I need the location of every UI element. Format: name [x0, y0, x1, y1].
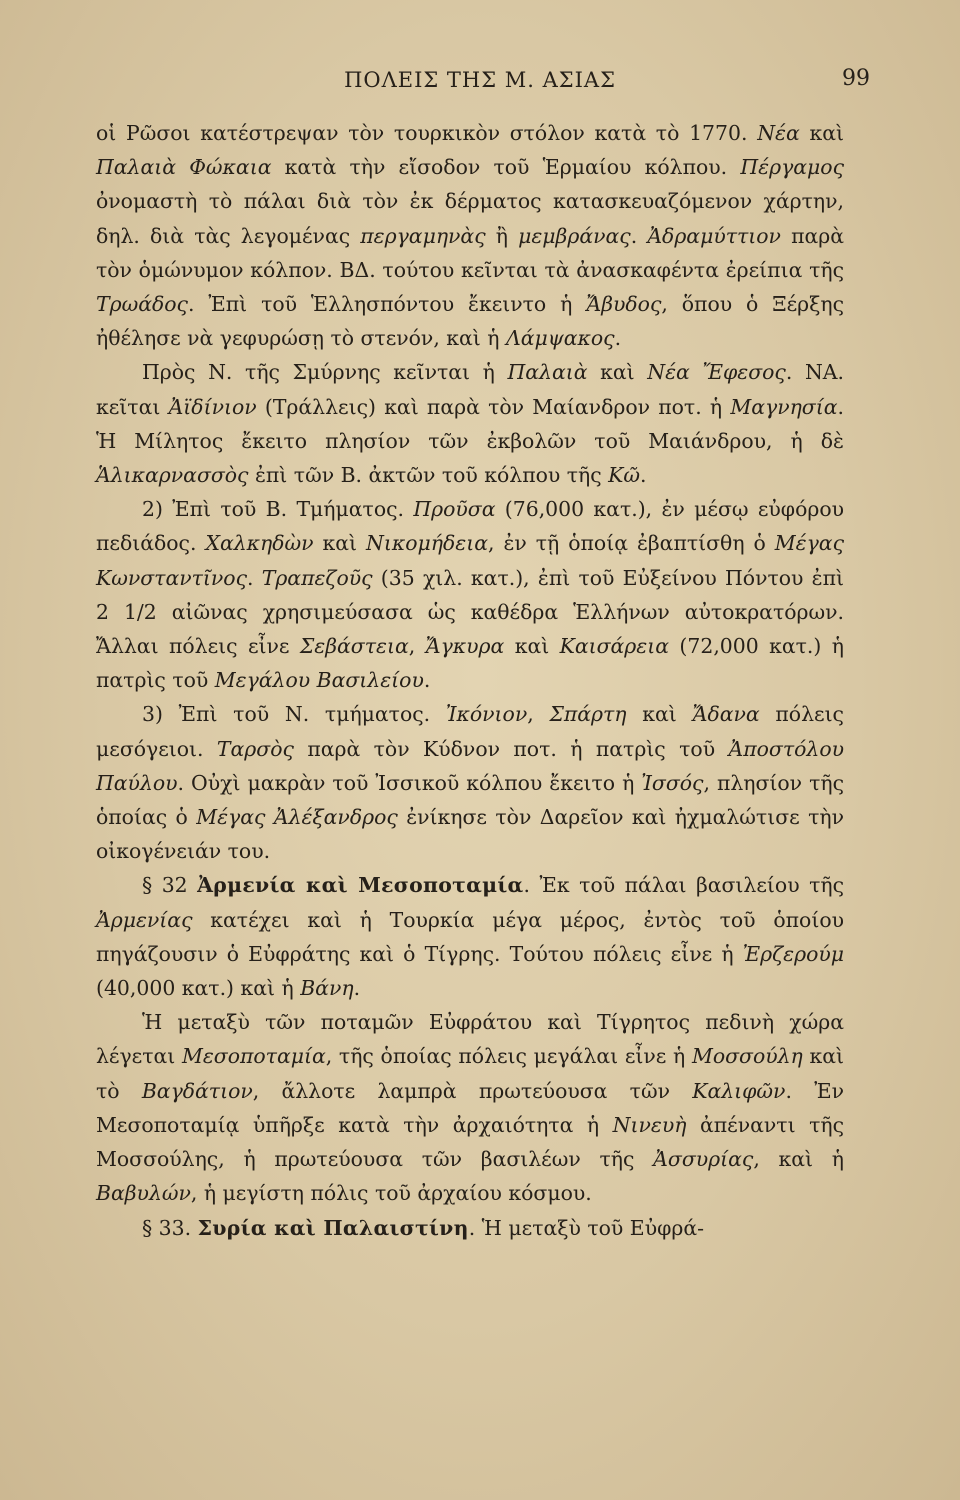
- italic-term: Ἀρμενίας: [96, 907, 193, 932]
- text-run: ἀπέναντι τῆς Μοσσούλης, ἡ πρωτεύουσα τῶν βασιλέων τῆς: [96, 1112, 844, 1172]
- text-run: (72,000 κατ.) ἡ πατρὶς τοῦ: [96, 634, 844, 693]
- text-run: . ΝΑ. κεῖται: [96, 360, 844, 419]
- text-run: (40,000 κατ.) καὶ ἡ: [96, 976, 301, 1001]
- italic-term: Τραπεζοῦς: [261, 565, 373, 590]
- italic-term: Μεγάλου Βασιλείου: [214, 668, 424, 693]
- text-run: , ἐν τῇ ὁποίᾳ ἐβαπτίσθη ὁ: [487, 531, 775, 556]
- paragraph: [96, 868, 844, 1005]
- italic-term: Νέα Ἔφεσος: [647, 360, 786, 385]
- text-run: , ὅπου ὁ Ξέρξης ἠθέλησε νὰ γεφυρώσῃ τὸ στενόν, καὶ ἡ: [96, 292, 844, 351]
- text-run: 3) Ἐπὶ τοῦ Ν. τμήματος.: [142, 702, 446, 727]
- text-run: παρὰ τὸν ὁμώνυμον κόλπον. ΒΔ. τούτου κεῖνται τὰ ἀνασκαφέντα ἐρείπια τῆς: [96, 223, 845, 282]
- italic-term: Ἐρζερούμ: [742, 941, 844, 966]
- text-run: (35 χιλ. κατ.), ἐπὶ τοῦ Εὐξείνου Πόντου ἐπὶ 2 1/2 αἰῶνας χρησιμεύσασα ὡς καθέδρα Ἑλλήνων αὐτοκρατόρων. Ἄλλαι πόλεις εἶνε: [96, 565, 844, 659]
- italic-term: Ταρσὸς: [216, 736, 294, 761]
- italic-term: Ἰσσός: [641, 770, 704, 795]
- text-run: .: [614, 326, 622, 351]
- text-run: ἢ: [485, 223, 519, 248]
- italic-term: Μέγας Κωνσταντῖνος: [96, 531, 844, 590]
- italic-term: Κῶ: [608, 463, 641, 488]
- italic-term: Τρωάδος: [96, 292, 188, 317]
- running-title: ΠΟΛΕΙΣ ΤΗΣ Μ. ΑΣΙΑΣ: [344, 68, 616, 92]
- italic-term: Μοσσούλη: [691, 1044, 803, 1069]
- italic-term: Νέα: [757, 121, 800, 145]
- paragraph: [96, 355, 844, 492]
- text-run: Ἡ μεταξὺ τῶν ποταμῶν Εὐφράτου καὶ Τίγρητος πεδινὴ χώρα λέγεται: [96, 1010, 844, 1069]
- text-run: ,: [408, 634, 426, 659]
- text-run: καὶ: [799, 121, 844, 145]
- italic-term: Νινευὴ: [612, 1112, 687, 1137]
- section-heading: Ἀρμενία καὶ Μεσοποταμία: [197, 873, 524, 898]
- text-run: § 32: [142, 873, 198, 898]
- italic-term: Ἁλικαρνασσὸς: [96, 463, 249, 488]
- text-run: . Ἡ Μίλητος ἔκειτο πλησίον τῶν ἐκβολῶν τοῦ Μαιάνδρου, ἡ δὲ: [96, 394, 844, 453]
- text-run: ἐπὶ τῶν Β. ἀκτῶν τοῦ κόλπου τῆς: [248, 463, 609, 488]
- italic-term: Ἄδανα: [692, 702, 760, 727]
- italic-term: Χαλκηδὼν: [205, 531, 314, 556]
- body-text: [96, 116, 844, 1245]
- page-header: [90, 62, 870, 102]
- italic-term: Μεσοποταμία: [181, 1044, 326, 1069]
- text-run: κατέχει καὶ ἡ Τουρκία μέγα μέρος, ἐντὸς τοῦ ὁποίου πηγάζουσιν ὁ Εὐφράτης καὶ ὁ Τίγρης. Τούτου πόλεις εἶνε ἡ: [96, 907, 844, 966]
- text-run: . Ἡ μεταξὺ τοῦ Εὐφρά-: [468, 1215, 705, 1240]
- italic-term: Ἄγκυρα: [425, 634, 505, 659]
- text-run: ,: [527, 702, 550, 727]
- italic-term: Μαγνησία: [730, 394, 838, 419]
- italic-term: Βαγδάτιον: [141, 1078, 253, 1103]
- text-run: καὶ: [313, 531, 367, 556]
- text-run: . Ἐπὶ τοῦ Ἑλλησπόντου ἔκειντο ἡ: [187, 292, 587, 317]
- text-run: καὶ: [504, 634, 560, 659]
- text-run: .: [247, 565, 262, 590]
- text-run: 2) Ἐπὶ τοῦ Β. Τμήματος.: [142, 497, 414, 522]
- text-run: ἐνίκησε τὸν Δαρεῖον καὶ ἠχμαλώτισε τὴν οἰκογένειάν του.: [96, 805, 844, 864]
- text-run: . Οὐχὶ μακρὰν τοῦ Ἰσσικοῦ κόλπου ἔκειτο ἡ: [177, 770, 642, 795]
- paragraph: [96, 492, 844, 697]
- italic-term: Καισάρεια: [559, 634, 670, 659]
- text-run: § 33.: [142, 1215, 198, 1240]
- italic-term: Βάνη: [300, 976, 354, 1001]
- text-run: Πρὸς Ν. τῆς Σμύρνης κεῖνται ἡ: [142, 360, 508, 385]
- text-run: , τῆς ὁποίας πόλεις μεγάλαι εἶνε ἡ: [325, 1044, 692, 1069]
- italic-term: Νικομήδεια: [366, 531, 488, 556]
- text-run: , ἄλλοτε λαμπρὰ πρωτεύουσα τῶν: [252, 1078, 693, 1103]
- text-run: παρὰ τὸν Κύδνον ποτ. ἡ πατρὶς τοῦ: [293, 736, 729, 761]
- italic-term: περγαμηνὰς: [360, 223, 486, 248]
- text-run: . Ἐκ τοῦ πάλαι βασιλείου τῆς: [523, 873, 844, 898]
- italic-term: Καλιφῶν: [692, 1078, 786, 1103]
- italic-term: Σεβάστεια: [299, 634, 409, 659]
- paragraph: [96, 1005, 844, 1210]
- italic-term: Ἰκόνιον: [445, 702, 528, 727]
- text-run: (Τράλλεις) καὶ παρὰ τὸν Μαίανδρον ποτ. ἡ: [256, 394, 731, 419]
- text-run: , καὶ ἡ: [753, 1147, 844, 1172]
- text-run: , πλησίον τῆς ὁποίας ὁ: [96, 770, 844, 830]
- text-run: . Ἐν Μεσοποταμίᾳ ὑπῆρξε κατὰ τὴν ἀρχαιότητα ἡ: [96, 1078, 844, 1137]
- italic-term: Ἀϊδίνιον: [168, 394, 257, 419]
- page-number: 99: [842, 66, 870, 91]
- italic-term: Πέργαμος: [740, 155, 844, 180]
- text-run: καὶ: [626, 702, 693, 727]
- text-run: καὶ τὸ: [96, 1044, 844, 1103]
- italic-term: Ἄβυδος: [586, 292, 662, 317]
- text-run: .: [630, 223, 648, 248]
- paragraph: [96, 116, 844, 355]
- text-run: κατὰ τὴν εἴσοδον τοῦ Ἑρμαίου κόλπου.: [271, 155, 741, 180]
- italic-term: Ἀσσυρίας: [653, 1147, 754, 1172]
- italic-term: Λάμψακος: [505, 326, 615, 351]
- text-run: ὀνομαστὴ τὸ πάλαι διὰ τὸν ἐκ δέρματος κατασκευαζόμενον χάρτην, δηλ. διὰ τὰς λεγομένας: [96, 189, 844, 248]
- text-run: .: [640, 463, 647, 488]
- text-run: καὶ: [587, 360, 648, 385]
- text-run: (76,000 κατ.), ἐν μέσῳ εὐφόρου πεδιάδος.: [96, 497, 844, 556]
- italic-term: Μέγας Ἀλέξανδρος: [196, 805, 398, 830]
- paragraph: [96, 697, 844, 868]
- italic-term: Βαβυλών: [96, 1181, 191, 1206]
- section-heading: Συρία καὶ Παλαιστίνη: [197, 1215, 469, 1240]
- italic-term: Σπάρτη: [549, 702, 627, 727]
- italic-term: Ἀποστόλου Παύλου: [96, 736, 844, 795]
- text-run: οἱ Ρῶσοι κατέστρεψαν τὸν τουρκικὸν στόλον κατὰ τὸ 1770.: [96, 121, 758, 145]
- text-run: πόλεις μεσόγειοι.: [96, 702, 844, 761]
- text-run: , ἡ μεγίστη πόλις τοῦ ἀρχαίου κόσμου.: [190, 1181, 592, 1206]
- italic-term: Ἀδραμύττιον: [647, 223, 781, 248]
- paragraph: [96, 1211, 844, 1245]
- italic-term: Παλαιὰ: [507, 360, 588, 385]
- italic-term: μεμβράνας: [518, 223, 631, 248]
- text-run: .: [423, 668, 431, 693]
- italic-term: Παλαιὰ Φώκαια: [96, 155, 272, 180]
- text-run: .: [353, 976, 361, 1001]
- italic-term: Προῦσα: [413, 497, 496, 522]
